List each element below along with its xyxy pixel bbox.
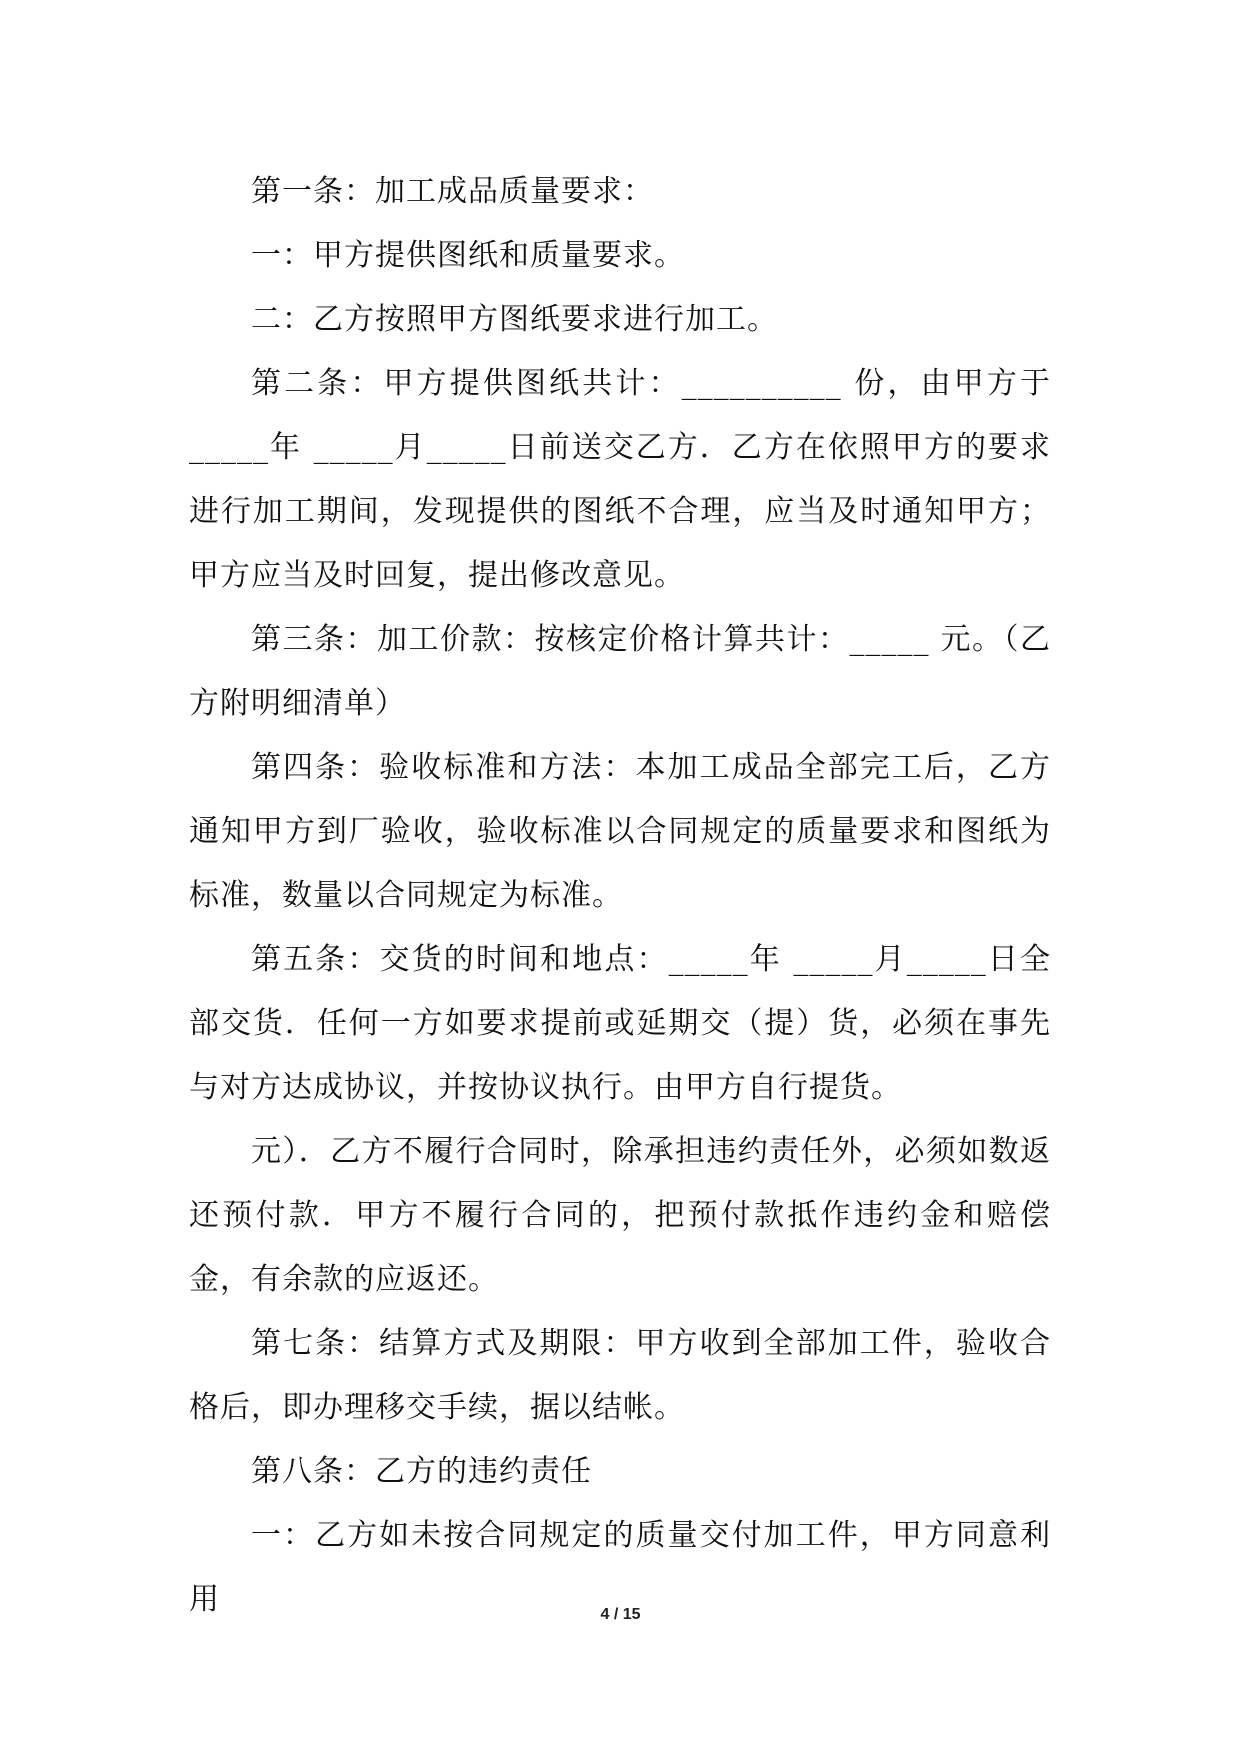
clause-1-item-1: 一：甲方提供图纸和质量要求。 <box>251 238 685 273</box>
clause-4: 第四条：验收标准和方法：本加工成品全部完工后，乙方通知甲方到厂验收，验收标准以合同规定的质量要求和图纸为标准，数量以合同规定为标准。 <box>189 750 1051 913</box>
document-body <box>189 160 1051 1632</box>
clause-2: 第二条：甲方提供图纸共计：__________ 份，由甲方于_____年 _____月_____日前送交乙方．乙方在依照甲方的要求进行加工期间，发现提供的图纸不合理，应当及时通知甲方；甲方应当及时回复，提出修改意见。 <box>189 366 1051 593</box>
clause-3: 第三条：加工价款：按核定价格计算共计：_____ 元。（乙方附明细清单） <box>189 622 1051 721</box>
clause-8-heading: 第八条：乙方的违约责任 <box>251 1454 592 1489</box>
page-number: 4 / 15 <box>600 1606 641 1623</box>
clause-8-item-1: 一：乙方如未按合同规定的质量交付加工件，甲方同意利用 <box>189 1518 1051 1617</box>
clause-6-fragment: 元）．乙方不履行合同时，除承担违约责任外，必须如数返还预付款．甲方不履行合同的，把预付款抵作违约金和赔偿金，有余款的应返还。 <box>189 1134 1051 1297</box>
clause-7: 第七条：结算方式及期限：甲方收到全部加工件，验收合格后，即办理移交手续，据以结帐。 <box>189 1326 1051 1425</box>
clause-1-item-2: 二：乙方按照甲方图纸要求进行加工。 <box>251 302 778 337</box>
clause-5: 第五条：交货的时间和地点：_____年 _____月_____日全部交货．任何一方如要求提前或延期交（提）货，必须在事先与对方达成协议，并按协议执行。由甲方自行提货。 <box>189 942 1051 1105</box>
clause-1-heading: 第一条：加工成品质量要求： <box>251 174 654 209</box>
